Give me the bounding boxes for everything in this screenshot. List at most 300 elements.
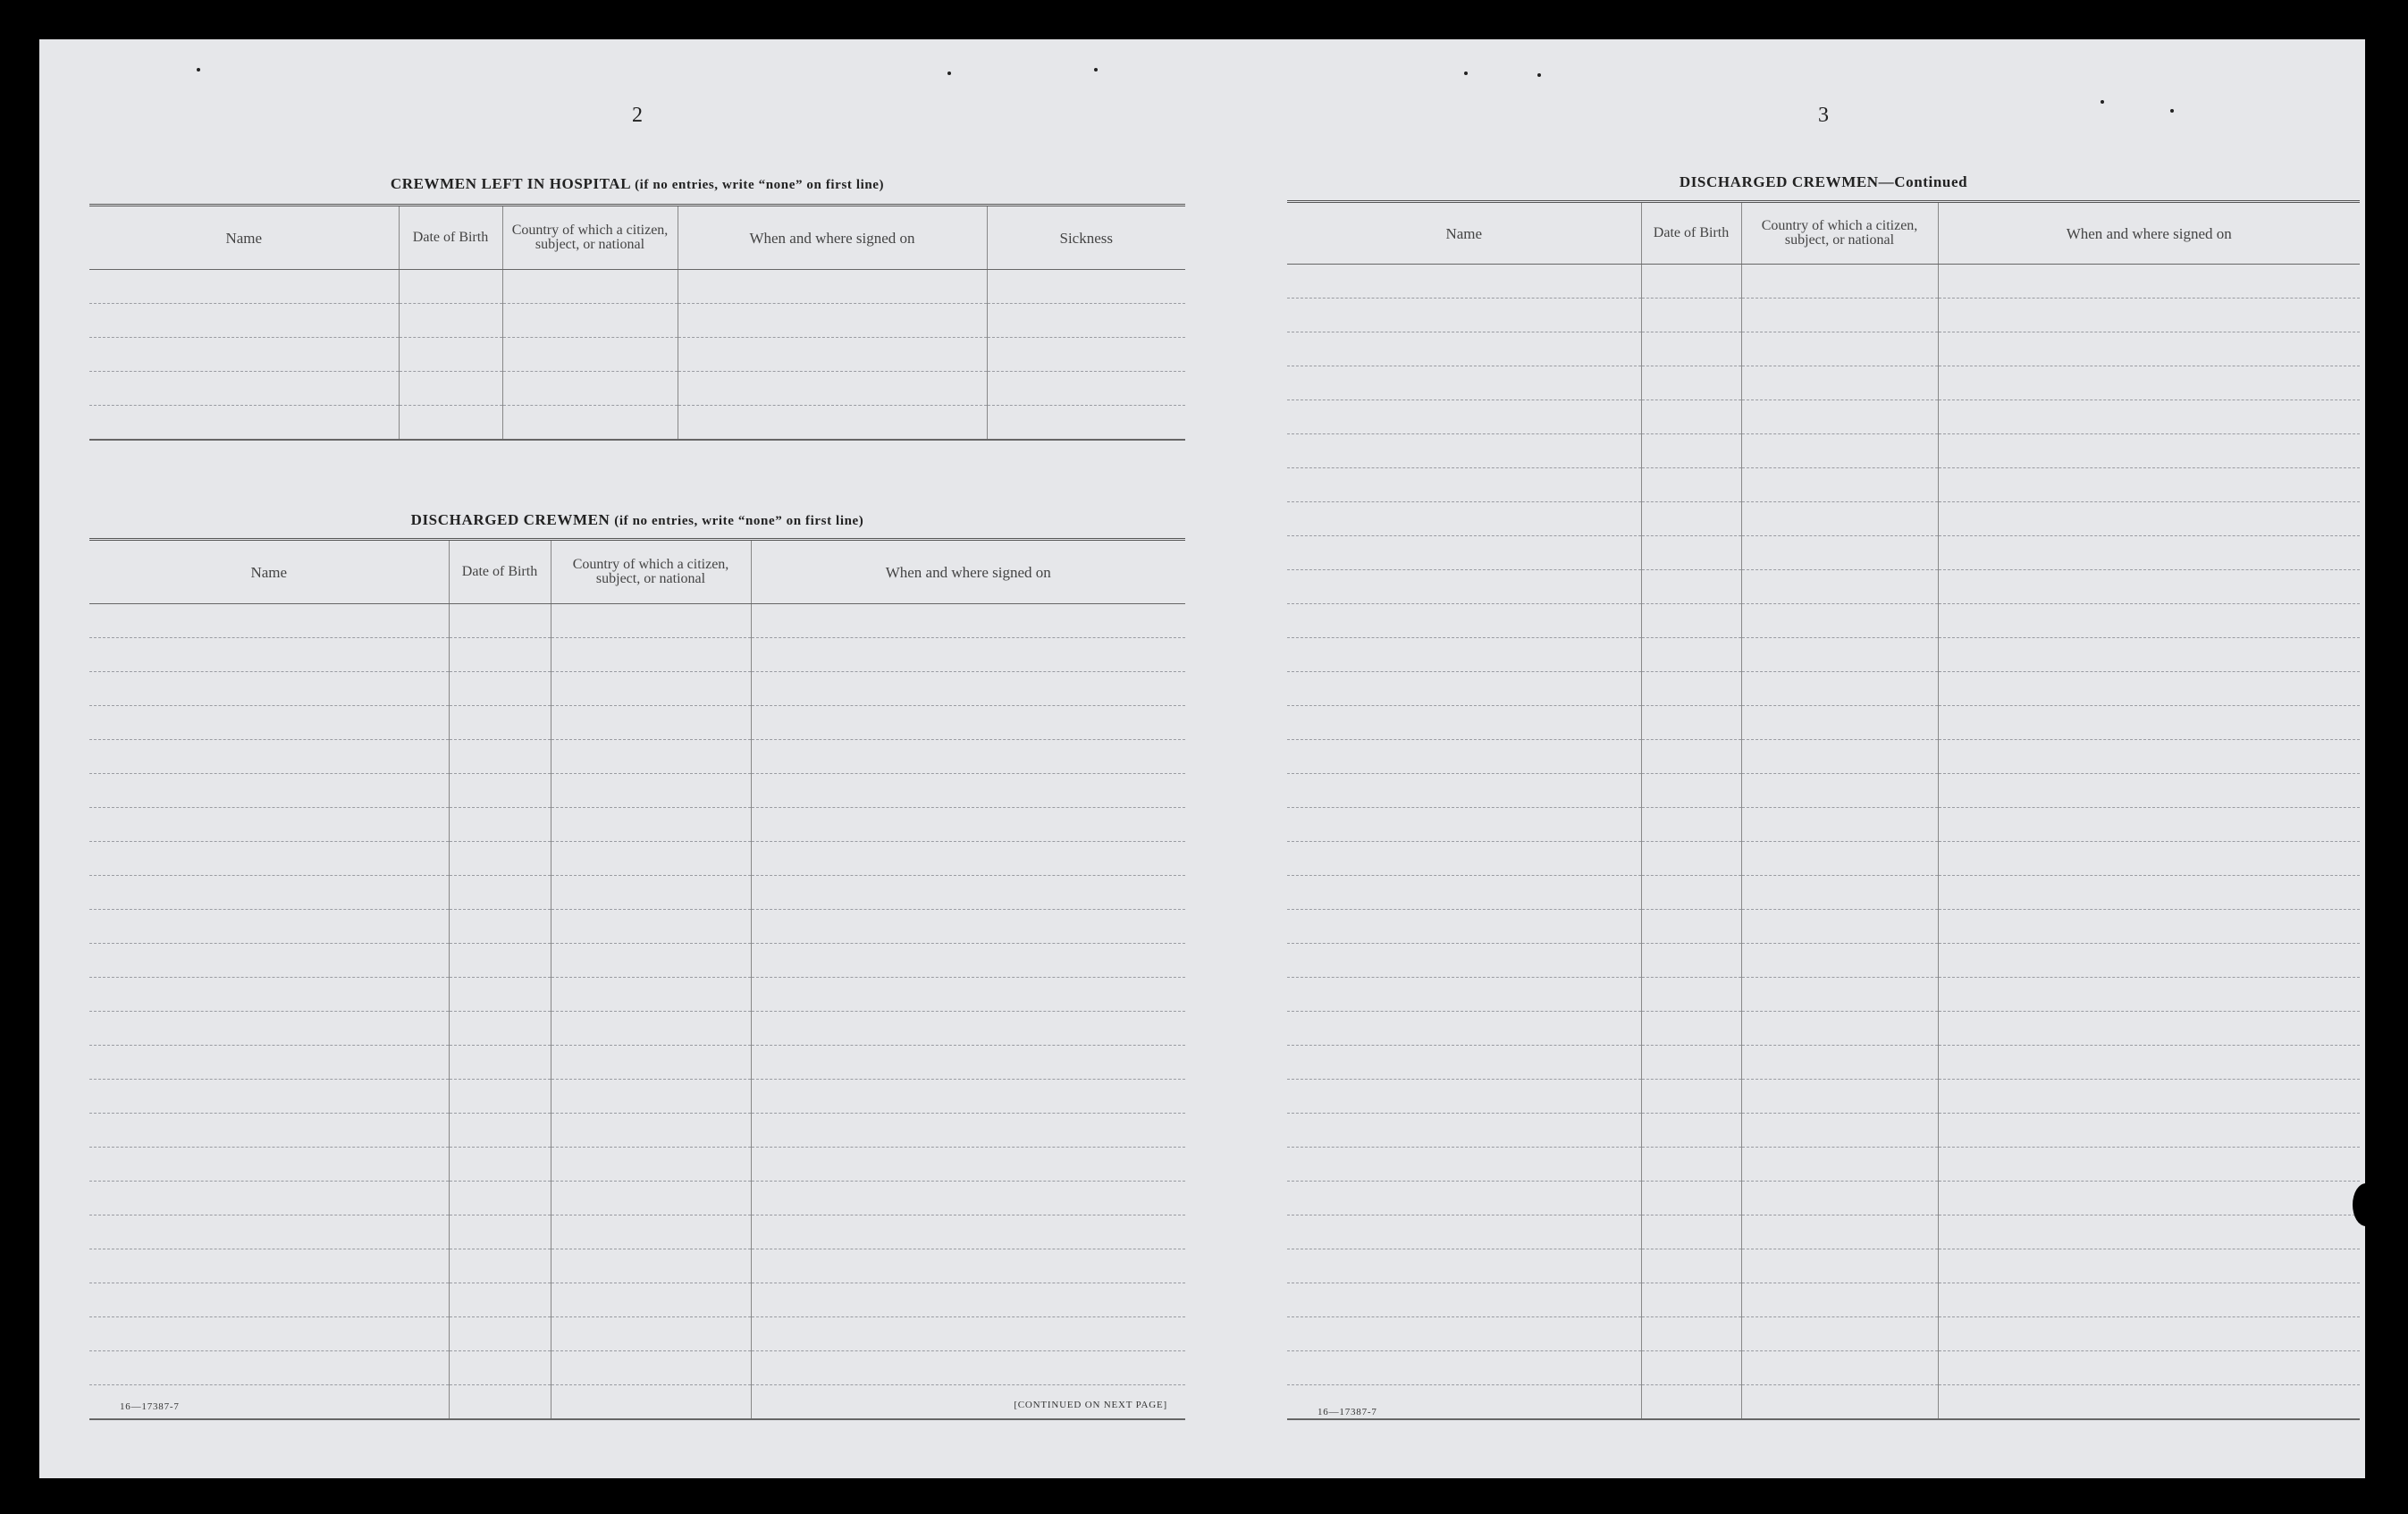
dob-cell[interactable] xyxy=(1641,502,1741,536)
form-code-left: 16—17387-7 xyxy=(120,1401,180,1412)
name-cell[interactable] xyxy=(89,910,449,944)
name-cell[interactable] xyxy=(89,1215,449,1249)
signed-on-cell[interactable] xyxy=(751,910,1185,944)
name-cell[interactable] xyxy=(89,406,399,441)
dob-cell[interactable] xyxy=(1641,1148,1741,1182)
page-number-left: 2 xyxy=(632,104,643,127)
table-row xyxy=(1287,604,2360,638)
country-cell[interactable] xyxy=(1741,1351,1938,1385)
country-cell[interactable] xyxy=(1741,299,1938,332)
table-row xyxy=(1287,808,2360,842)
dob-cell[interactable] xyxy=(1641,536,1741,570)
country-cell[interactable] xyxy=(1741,1080,1938,1114)
country-cell[interactable] xyxy=(1741,1385,1938,1420)
name-cell[interactable] xyxy=(89,1182,449,1215)
country-cell[interactable] xyxy=(551,1046,751,1080)
dob-cell[interactable] xyxy=(1641,1351,1741,1385)
col-country: Country of which a citizen, subject, or national xyxy=(502,206,678,270)
dob-cell[interactable] xyxy=(449,774,551,808)
country-cell[interactable] xyxy=(551,876,751,910)
country-cell[interactable] xyxy=(551,604,751,638)
name-cell[interactable] xyxy=(1287,740,1641,774)
col-date-of-birth: Date of Birth xyxy=(1641,202,1741,265)
signed-on-cell[interactable] xyxy=(1938,1080,2360,1114)
country-cell[interactable] xyxy=(1741,672,1938,706)
signed-on-cell[interactable] xyxy=(1938,468,2360,502)
signed-on-cell[interactable] xyxy=(751,1080,1185,1114)
name-cell[interactable] xyxy=(1287,299,1641,332)
name-cell[interactable] xyxy=(1287,774,1641,808)
dob-cell[interactable] xyxy=(1641,1046,1741,1080)
country-cell[interactable] xyxy=(1741,434,1938,468)
dob-cell[interactable] xyxy=(399,406,502,441)
name-cell[interactable] xyxy=(1287,1080,1641,1114)
signed-on-cell[interactable] xyxy=(1938,502,2360,536)
name-cell[interactable] xyxy=(89,372,399,406)
country-cell[interactable] xyxy=(551,638,751,672)
signed-on-cell[interactable] xyxy=(678,406,987,441)
signed-on-cell[interactable] xyxy=(751,1317,1185,1351)
signed-on-cell[interactable] xyxy=(1938,638,2360,672)
name-cell[interactable] xyxy=(89,338,399,372)
dob-cell[interactable] xyxy=(399,372,502,406)
table-row xyxy=(1287,434,2360,468)
speck xyxy=(1094,68,1098,71)
signed-on-cell[interactable] xyxy=(751,944,1185,978)
country-cell[interactable] xyxy=(551,1351,751,1385)
name-cell[interactable] xyxy=(89,876,449,910)
table-row xyxy=(89,338,1185,372)
table-row xyxy=(89,406,1185,441)
dob-cell[interactable] xyxy=(449,672,551,706)
signed-on-cell[interactable] xyxy=(751,1114,1185,1148)
signed-on-cell[interactable] xyxy=(1938,842,2360,876)
name-cell[interactable] xyxy=(1287,265,1641,299)
signed-on-cell[interactable] xyxy=(1938,536,2360,570)
col-signed-on: When and where signed on xyxy=(1938,202,2360,265)
dob-cell[interactable] xyxy=(449,604,551,638)
signed-on-cell[interactable] xyxy=(1938,740,2360,774)
country-cell[interactable] xyxy=(1741,265,1938,299)
table-row xyxy=(1287,265,2360,299)
name-cell[interactable] xyxy=(89,808,449,842)
col-date-of-birth: Date of Birth xyxy=(449,540,551,604)
country-cell[interactable] xyxy=(502,372,678,406)
country-cell[interactable] xyxy=(551,740,751,774)
country-cell[interactable] xyxy=(1741,1182,1938,1215)
dob-cell[interactable] xyxy=(449,808,551,842)
signed-on-cell[interactable] xyxy=(751,740,1185,774)
name-cell[interactable] xyxy=(1287,808,1641,842)
dob-cell[interactable] xyxy=(449,638,551,672)
col-name: Name xyxy=(89,540,449,604)
country-cell[interactable] xyxy=(1741,876,1938,910)
name-cell[interactable] xyxy=(1287,1283,1641,1317)
signed-on-cell[interactable] xyxy=(1938,774,2360,808)
table-row xyxy=(1287,740,2360,774)
name-cell[interactable] xyxy=(1287,944,1641,978)
country-cell[interactable] xyxy=(551,1148,751,1182)
country-cell[interactable] xyxy=(1741,1215,1938,1249)
table-row xyxy=(89,1351,1185,1385)
dob-cell[interactable] xyxy=(1641,808,1741,842)
country-cell[interactable] xyxy=(551,1215,751,1249)
name-cell[interactable] xyxy=(1287,842,1641,876)
name-cell[interactable] xyxy=(89,774,449,808)
sickness-cell[interactable] xyxy=(987,304,1185,338)
signed-on-cell[interactable] xyxy=(1938,570,2360,604)
country-cell[interactable] xyxy=(1741,400,1938,434)
table-row xyxy=(1287,1317,2360,1351)
table-row xyxy=(1287,1215,2360,1249)
signed-on-cell[interactable] xyxy=(751,842,1185,876)
country-cell[interactable] xyxy=(551,774,751,808)
signed-on-cell[interactable] xyxy=(751,1351,1185,1385)
dob-cell[interactable] xyxy=(1641,332,1741,366)
dob-cell[interactable] xyxy=(449,1215,551,1249)
country-cell[interactable] xyxy=(1741,1012,1938,1046)
dob-cell[interactable] xyxy=(449,978,551,1012)
col-sickness: Sickness xyxy=(987,206,1185,270)
speck xyxy=(1464,71,1468,75)
name-cell[interactable] xyxy=(89,1317,449,1351)
sickness-cell[interactable] xyxy=(987,338,1185,372)
name-cell[interactable] xyxy=(89,1283,449,1317)
name-cell[interactable] xyxy=(1287,570,1641,604)
signed-on-cell[interactable] xyxy=(678,372,987,406)
table-row xyxy=(89,304,1185,338)
name-cell[interactable] xyxy=(1287,536,1641,570)
signed-on-cell[interactable] xyxy=(1938,672,2360,706)
country-cell[interactable] xyxy=(1741,332,1938,366)
sickness-cell[interactable] xyxy=(987,270,1185,304)
dob-cell[interactable] xyxy=(1641,1385,1741,1420)
dob-cell[interactable] xyxy=(399,304,502,338)
country-cell[interactable] xyxy=(551,1182,751,1215)
dob-cell[interactable] xyxy=(1641,1215,1741,1249)
name-cell[interactable] xyxy=(1287,1012,1641,1046)
name-cell[interactable] xyxy=(1287,1351,1641,1385)
dob-cell[interactable] xyxy=(1641,944,1741,978)
hospital-title-text: CREWMEN LEFT IN HOSPITAL xyxy=(390,175,631,192)
dob-cell[interactable] xyxy=(1641,706,1741,740)
country-cell[interactable] xyxy=(1741,1148,1938,1182)
dob-cell[interactable] xyxy=(1641,910,1741,944)
sickness-cell[interactable] xyxy=(987,406,1185,441)
name-cell[interactable] xyxy=(89,978,449,1012)
country-cell[interactable] xyxy=(551,1317,751,1351)
sickness-cell[interactable] xyxy=(987,372,1185,406)
col-signed-on: When and where signed on xyxy=(751,540,1185,604)
country-cell[interactable] xyxy=(551,706,751,740)
signed-on-cell[interactable] xyxy=(751,1215,1185,1249)
signed-on-cell[interactable] xyxy=(751,1148,1185,1182)
dob-cell[interactable] xyxy=(449,1148,551,1182)
dob-cell[interactable] xyxy=(449,1283,551,1317)
signed-on-cell[interactable] xyxy=(1938,604,2360,638)
country-cell[interactable] xyxy=(1741,1114,1938,1148)
country-cell[interactable] xyxy=(551,1114,751,1148)
signed-on-cell[interactable] xyxy=(1938,1046,2360,1080)
table-row xyxy=(1287,672,2360,706)
signed-on-cell[interactable] xyxy=(751,604,1185,638)
signed-on-cell[interactable] xyxy=(1938,1012,2360,1046)
name-cell[interactable] xyxy=(1287,604,1641,638)
dob-cell[interactable] xyxy=(1641,672,1741,706)
country-cell[interactable] xyxy=(551,1385,751,1420)
table-row xyxy=(1287,536,2360,570)
country-cell[interactable] xyxy=(1741,366,1938,400)
country-cell[interactable] xyxy=(1741,774,1938,808)
signed-on-cell[interactable] xyxy=(1938,944,2360,978)
signed-on-cell[interactable] xyxy=(1938,910,2360,944)
dob-cell[interactable] xyxy=(1641,842,1741,876)
signed-on-cell[interactable] xyxy=(678,270,987,304)
signed-on-cell[interactable] xyxy=(1938,434,2360,468)
name-cell[interactable] xyxy=(89,1351,449,1385)
dob-cell[interactable] xyxy=(449,1385,551,1420)
dob-cell[interactable] xyxy=(449,1317,551,1351)
dob-cell[interactable] xyxy=(449,842,551,876)
name-cell[interactable] xyxy=(89,1012,449,1046)
signed-on-cell[interactable] xyxy=(751,1249,1185,1283)
dob-cell[interactable] xyxy=(1641,366,1741,400)
dob-cell[interactable] xyxy=(449,1114,551,1148)
signed-on-cell[interactable] xyxy=(751,774,1185,808)
country-cell[interactable] xyxy=(502,270,678,304)
name-cell[interactable] xyxy=(89,1249,449,1283)
signed-on-cell[interactable] xyxy=(1938,299,2360,332)
dob-cell[interactable] xyxy=(1641,774,1741,808)
country-cell[interactable] xyxy=(1741,740,1938,774)
discharged-title-note: (if no entries, write “none” on first line) xyxy=(614,514,864,528)
country-cell[interactable] xyxy=(502,406,678,441)
name-cell[interactable] xyxy=(89,270,399,304)
signed-on-cell[interactable] xyxy=(751,808,1185,842)
signed-on-cell[interactable] xyxy=(1938,265,2360,299)
name-cell[interactable] xyxy=(89,740,449,774)
dob-cell[interactable] xyxy=(1641,1080,1741,1114)
hospital-title-note: (if no entries, write “none” on first line) xyxy=(635,178,885,192)
country-cell[interactable] xyxy=(551,1012,751,1046)
country-cell[interactable] xyxy=(1741,1046,1938,1080)
dob-cell[interactable] xyxy=(1641,1012,1741,1046)
country-cell[interactable] xyxy=(1741,638,1938,672)
country-cell[interactable] xyxy=(1741,842,1938,876)
table-row xyxy=(1287,1148,2360,1182)
dob-cell[interactable] xyxy=(1641,638,1741,672)
signed-on-cell[interactable] xyxy=(1938,366,2360,400)
dob-cell[interactable] xyxy=(1641,1317,1741,1351)
signed-on-cell[interactable] xyxy=(751,672,1185,706)
dob-cell[interactable] xyxy=(449,706,551,740)
dob-cell[interactable] xyxy=(1641,400,1741,434)
name-cell[interactable] xyxy=(1287,332,1641,366)
country-cell[interactable] xyxy=(502,338,678,372)
table-row xyxy=(1287,944,2360,978)
dob-cell[interactable] xyxy=(1641,468,1741,502)
dob-cell[interactable] xyxy=(1641,604,1741,638)
name-cell[interactable] xyxy=(1287,876,1641,910)
signed-on-cell[interactable] xyxy=(678,304,987,338)
name-cell[interactable] xyxy=(1287,366,1641,400)
dob-cell[interactable] xyxy=(1641,570,1741,604)
dob-cell[interactable] xyxy=(1641,740,1741,774)
dob-cell[interactable] xyxy=(1641,1283,1741,1317)
country-cell[interactable] xyxy=(1741,536,1938,570)
country-cell[interactable] xyxy=(551,1249,751,1283)
country-cell[interactable] xyxy=(502,304,678,338)
country-cell[interactable] xyxy=(1741,570,1938,604)
signed-on-cell[interactable] xyxy=(751,706,1185,740)
name-cell[interactable] xyxy=(1287,1114,1641,1148)
name-cell[interactable] xyxy=(1287,910,1641,944)
signed-on-cell[interactable] xyxy=(1938,400,2360,434)
country-cell[interactable] xyxy=(1741,1317,1938,1351)
signed-on-cell[interactable] xyxy=(1938,1317,2360,1351)
discharged-continued-table xyxy=(1287,200,2360,1420)
name-cell[interactable] xyxy=(89,604,449,638)
name-cell[interactable] xyxy=(1287,468,1641,502)
table-row xyxy=(89,1249,1185,1283)
table-row xyxy=(89,1215,1185,1249)
signed-on-cell[interactable] xyxy=(1938,1114,2360,1148)
dob-cell[interactable] xyxy=(449,1182,551,1215)
dob-cell[interactable] xyxy=(449,876,551,910)
signed-on-cell[interactable] xyxy=(678,338,987,372)
signed-on-cell[interactable] xyxy=(1938,1351,2360,1385)
name-cell[interactable] xyxy=(1287,638,1641,672)
name-cell[interactable] xyxy=(89,1046,449,1080)
signed-on-cell[interactable] xyxy=(1938,1148,2360,1182)
signed-on-cell[interactable] xyxy=(1938,1385,2360,1420)
signed-on-cell[interactable] xyxy=(751,1283,1185,1317)
country-cell[interactable] xyxy=(551,672,751,706)
table-row xyxy=(89,842,1185,876)
name-cell[interactable] xyxy=(89,304,399,338)
country-cell[interactable] xyxy=(551,978,751,1012)
dob-cell[interactable] xyxy=(1641,1114,1741,1148)
name-cell[interactable] xyxy=(1287,502,1641,536)
name-cell[interactable] xyxy=(1287,978,1641,1012)
dob-cell[interactable] xyxy=(449,944,551,978)
signed-on-cell[interactable] xyxy=(1938,1249,2360,1283)
dob-cell[interactable] xyxy=(399,338,502,372)
name-cell[interactable] xyxy=(1287,672,1641,706)
table-row xyxy=(1287,876,2360,910)
signed-on-cell[interactable] xyxy=(751,978,1185,1012)
name-cell[interactable] xyxy=(1287,1182,1641,1215)
signed-on-cell[interactable] xyxy=(1938,808,2360,842)
country-cell[interactable] xyxy=(1741,604,1938,638)
dob-cell[interactable] xyxy=(449,1080,551,1114)
country-cell[interactable] xyxy=(1741,978,1938,1012)
country-cell[interactable] xyxy=(551,1080,751,1114)
signed-on-cell[interactable] xyxy=(1938,876,2360,910)
country-cell[interactable] xyxy=(551,1283,751,1317)
discharged-title-text: DISCHARGED CREWMEN xyxy=(410,511,610,528)
dob-cell[interactable] xyxy=(1641,978,1741,1012)
table-row xyxy=(89,1148,1185,1182)
dob-cell[interactable] xyxy=(1641,1182,1741,1215)
discharged-section-title xyxy=(89,511,1185,529)
name-cell[interactable] xyxy=(89,842,449,876)
name-cell[interactable] xyxy=(89,944,449,978)
dob-cell[interactable] xyxy=(1641,299,1741,332)
signed-on-cell[interactable] xyxy=(1938,1215,2360,1249)
dob-cell[interactable] xyxy=(399,270,502,304)
name-cell[interactable] xyxy=(1287,400,1641,434)
country-cell[interactable] xyxy=(1741,468,1938,502)
name-cell[interactable] xyxy=(1287,1215,1641,1249)
dob-cell[interactable] xyxy=(449,1012,551,1046)
table-row xyxy=(89,1012,1185,1046)
col-signed-on: When and where signed on xyxy=(678,206,987,270)
dob-cell[interactable] xyxy=(1641,876,1741,910)
table-row xyxy=(1287,1182,2360,1215)
speck xyxy=(1537,73,1541,77)
signed-on-cell[interactable] xyxy=(751,876,1185,910)
name-cell[interactable] xyxy=(89,638,449,672)
name-cell[interactable] xyxy=(1287,706,1641,740)
country-cell[interactable] xyxy=(551,842,751,876)
signed-on-cell[interactable] xyxy=(1938,706,2360,740)
country-cell[interactable] xyxy=(551,808,751,842)
dob-cell[interactable] xyxy=(449,740,551,774)
country-cell[interactable] xyxy=(1741,1249,1938,1283)
name-cell[interactable] xyxy=(1287,1317,1641,1351)
col-name: Name xyxy=(1287,202,1641,265)
dob-cell[interactable] xyxy=(1641,434,1741,468)
country-cell[interactable] xyxy=(1741,502,1938,536)
signed-on-cell[interactable] xyxy=(751,1012,1185,1046)
signed-on-cell[interactable] xyxy=(1938,1283,2360,1317)
name-cell[interactable] xyxy=(1287,1046,1641,1080)
country-cell[interactable] xyxy=(1741,910,1938,944)
name-cell[interactable] xyxy=(89,1148,449,1182)
table-row xyxy=(89,1182,1185,1215)
dob-cell[interactable] xyxy=(449,1351,551,1385)
name-cell[interactable] xyxy=(89,1080,449,1114)
form-code-right: 16—17387-7 xyxy=(1318,1407,1377,1417)
name-cell[interactable] xyxy=(89,1114,449,1148)
name-cell[interactable] xyxy=(1287,434,1641,468)
dob-cell[interactable] xyxy=(449,1249,551,1283)
dob-cell[interactable] xyxy=(1641,1249,1741,1283)
signed-on-cell[interactable] xyxy=(751,638,1185,672)
dob-cell[interactable] xyxy=(449,910,551,944)
signed-on-cell[interactable] xyxy=(1938,1182,2360,1215)
name-cell[interactable] xyxy=(1287,1249,1641,1283)
dob-cell[interactable] xyxy=(1641,265,1741,299)
signed-on-cell[interactable] xyxy=(1938,332,2360,366)
country-cell[interactable] xyxy=(1741,706,1938,740)
country-cell[interactable] xyxy=(551,910,751,944)
country-cell[interactable] xyxy=(551,944,751,978)
signed-on-cell[interactable] xyxy=(1938,978,2360,1012)
table-row xyxy=(89,910,1185,944)
country-cell[interactable] xyxy=(1741,1283,1938,1317)
signed-on-cell[interactable] xyxy=(751,1182,1185,1215)
dob-cell[interactable] xyxy=(449,1046,551,1080)
continued-note: [CONTINUED ON NEXT PAGE] xyxy=(1014,1400,1167,1410)
country-cell[interactable] xyxy=(1741,808,1938,842)
country-cell[interactable] xyxy=(1741,944,1938,978)
name-cell[interactable] xyxy=(89,672,449,706)
name-cell[interactable] xyxy=(1287,1148,1641,1182)
name-cell[interactable] xyxy=(89,706,449,740)
signed-on-cell[interactable] xyxy=(751,1046,1185,1080)
